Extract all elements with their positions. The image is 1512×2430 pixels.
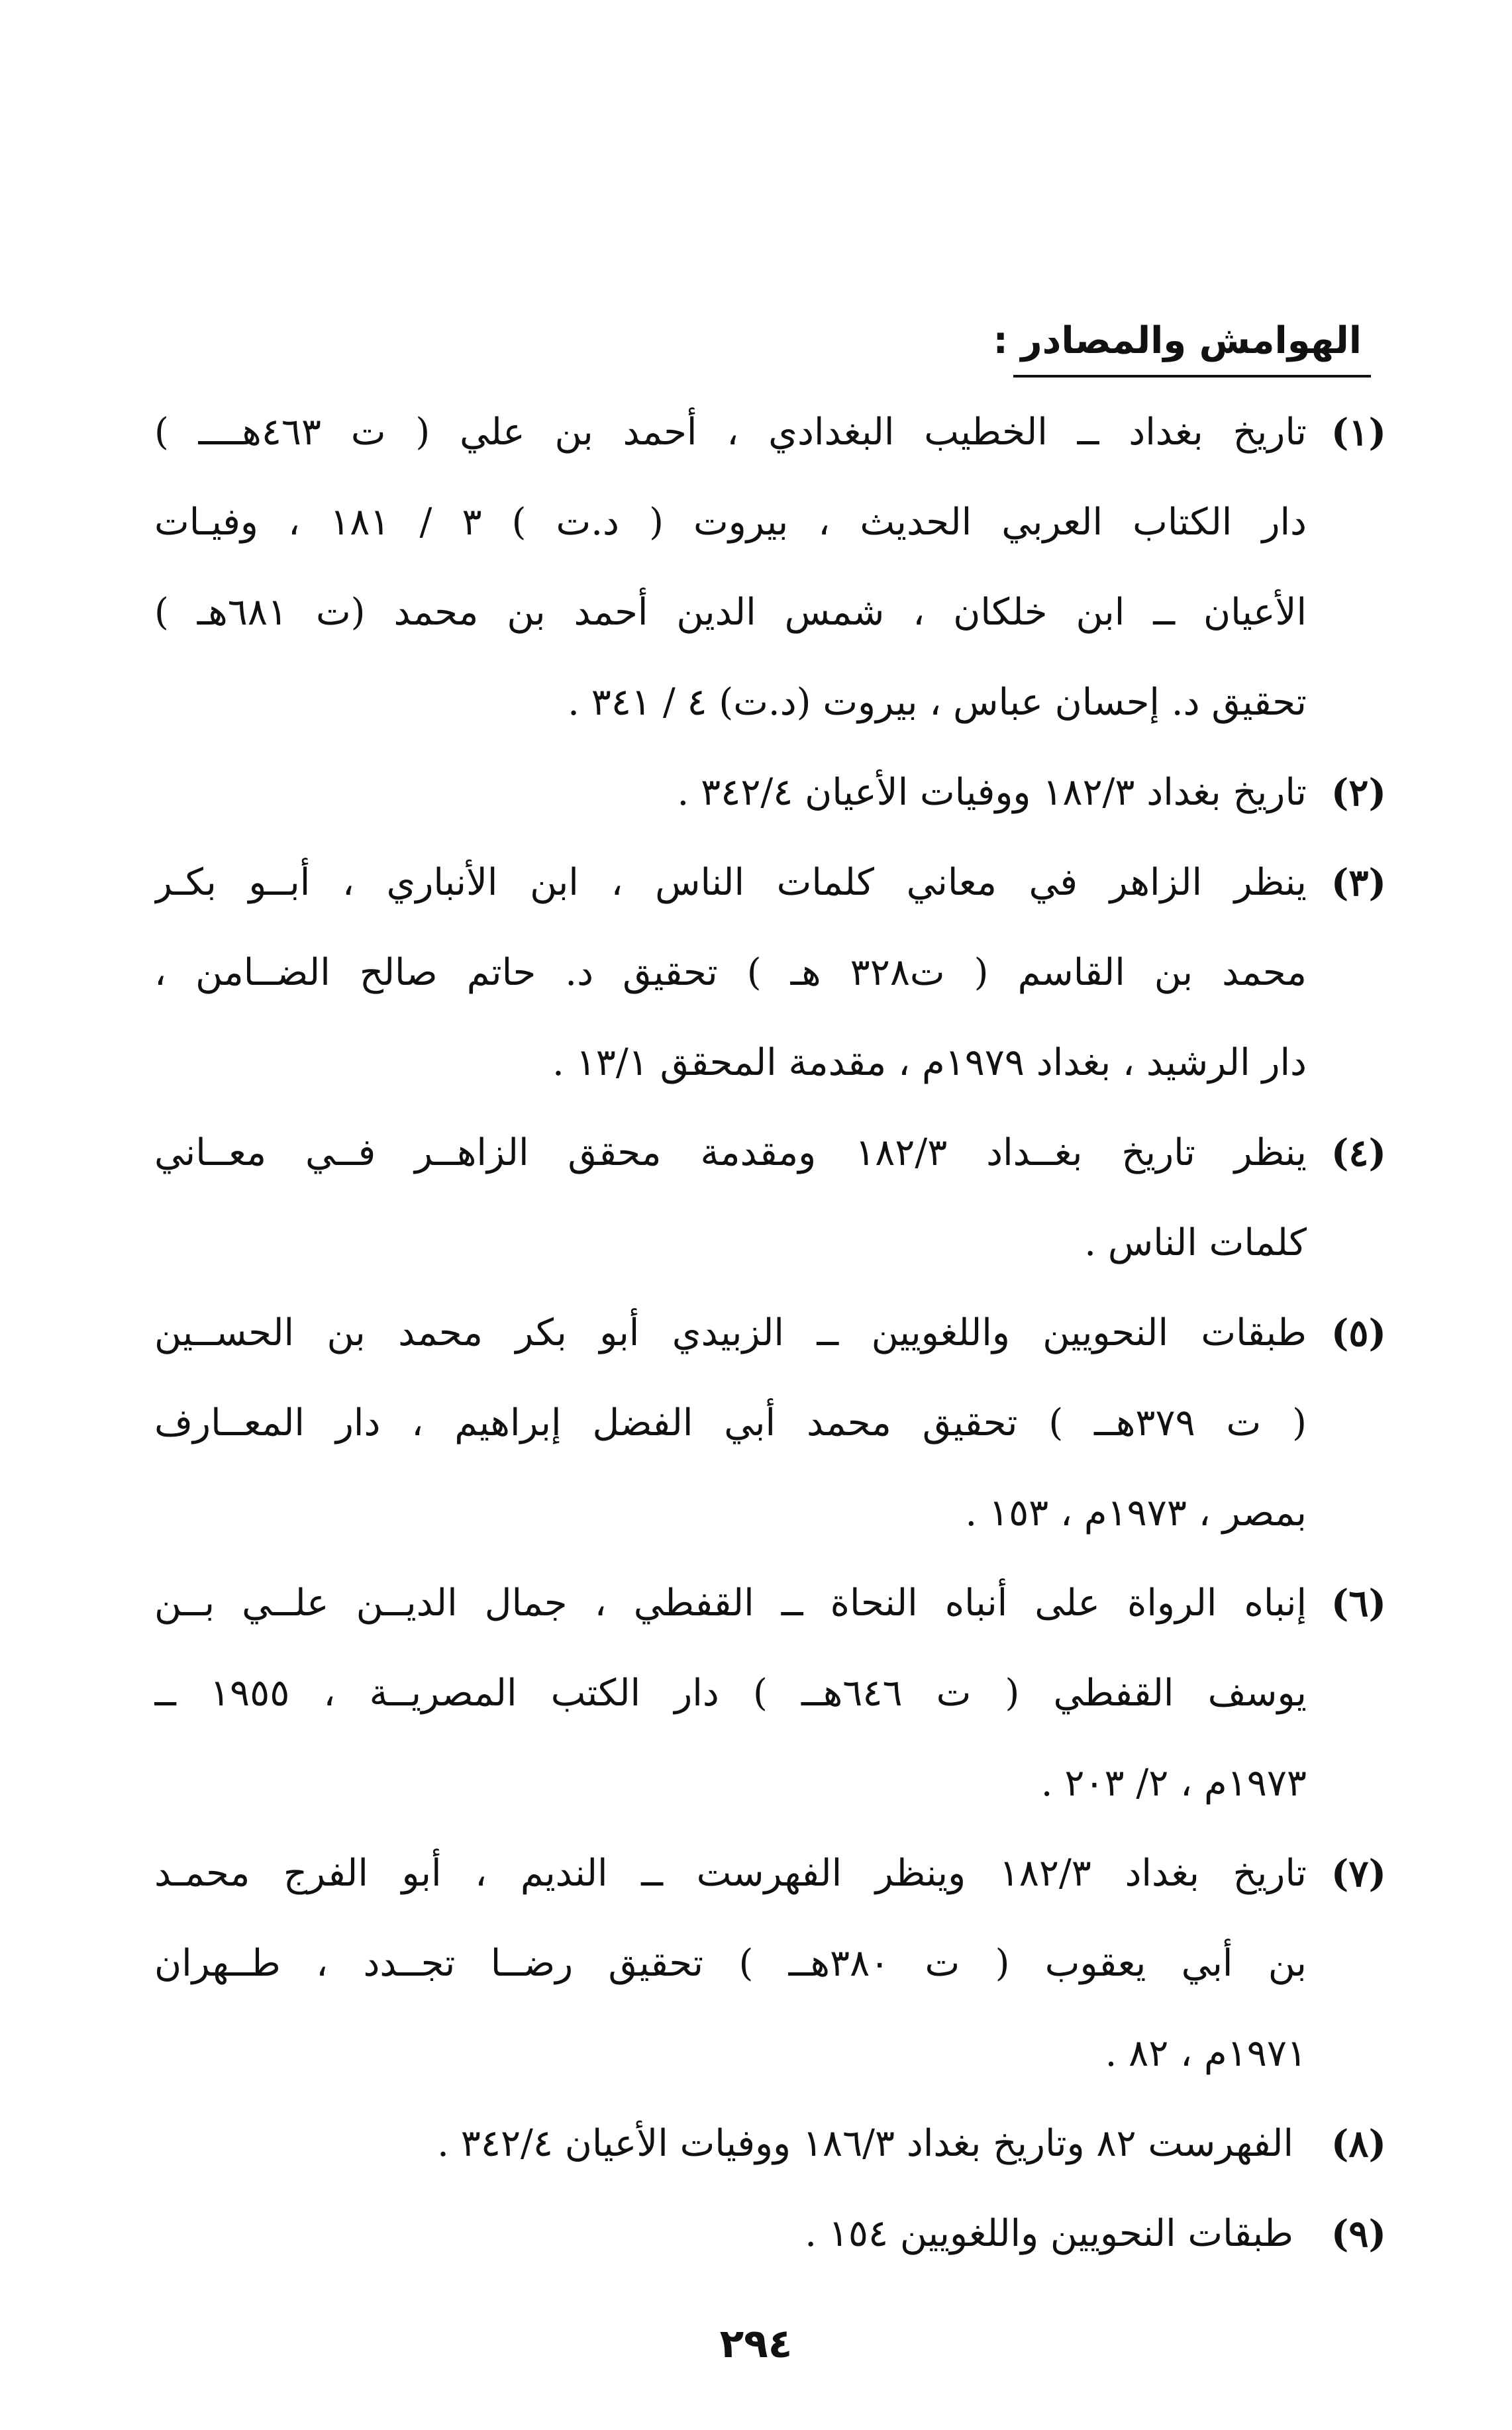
- footnote-line: ينظر الزاهر في معاني كلمات الناس ، ابن الأنباري ، أبــو بكـر: [154, 861, 1307, 904]
- footnote-number: (٤): [1331, 1131, 1386, 1175]
- footnote-8: [154, 2099, 1386, 2189]
- footnotes-list: [154, 387, 1386, 2279]
- heading-underline: [1013, 375, 1371, 378]
- footnote-number: (١): [1331, 411, 1386, 454]
- footnote-1: [154, 387, 1386, 748]
- footnote-9: [154, 2189, 1386, 2279]
- footnote-line: تاريخ بغداد ١٨٢/٣ وينظر الفهرست ــ النديم ، أبو الفرج محمـد: [154, 1852, 1307, 1895]
- page-number: ٢٩٤: [719, 2321, 793, 2367]
- footnote-number: (٧): [1331, 1852, 1386, 1896]
- footnote-line: الأعيان ــ ابن خلكان ، شمس الدين أحمد بن محمد (ت ٦٨١هـ ): [154, 591, 1307, 634]
- footnote-number: (٨): [1331, 2122, 1386, 2166]
- footnote-line: بمصر ، ١٩٧٣م ، ١٥٣ .: [965, 1492, 1307, 1535]
- footnote-number: (٣): [1331, 861, 1386, 905]
- section-heading: الهوامش والمصادر :: [993, 319, 1362, 362]
- footnote-line: طبقات النحويين واللغويين ــ الزبيدي أبو بكر محمد بن الحســين: [154, 1311, 1307, 1354]
- footnote-line: تحقيق د. إحسان عباس ، بيروت (د.ت) ٤ / ٣٤١ .: [568, 681, 1307, 724]
- footnote-line: تاريخ بغداد ١٨٢/٣ ووفيات الأعيان ٣٤٢/٤ .: [677, 771, 1307, 814]
- footnote-6: [154, 1558, 1386, 1829]
- footnote-number: (٦): [1331, 1582, 1386, 1625]
- footnote-2: [154, 748, 1386, 838]
- footnote-3: [154, 838, 1386, 1108]
- footnote-line: تاريخ بغداد ــ الخطيب البغدادي ، أحمد بن علي ( ت ٤٦٣هــــ ): [154, 411, 1307, 454]
- footnote-line: ١٩٧٣م ، ٢/ ٢٠٣ .: [1040, 1762, 1307, 1805]
- footnote-7: [154, 1829, 1386, 2099]
- footnote-line: إنباه الرواة على أنباه النحاة ــ القفطي ، جمال الديــن علــي بــن: [154, 1582, 1307, 1625]
- footnote-line: ١٩٧١م ، ٨٢ .: [1105, 2032, 1307, 2075]
- footnote-number: (٩): [1331, 2212, 1386, 2256]
- footnote-4: [154, 1108, 1386, 1288]
- footnote-line: دار الرشيد ، بغداد ١٩٧٩م ، مقدمة المحقق ١٣/١ .: [552, 1041, 1307, 1084]
- footnote-line: بن أبي يعقوب ( ت ٣٨٠هــ ) تحقيق رضــا تجــدد ، طــهران: [154, 1942, 1307, 1985]
- footnote-number: (٢): [1331, 771, 1386, 815]
- footnote-number: (٥): [1331, 1311, 1386, 1355]
- footnote-line: الفهرست ٨٢ وتاريخ بغداد ١٨٦/٣ ووفيات الأعيان ٣٤٢/٤ .: [437, 2122, 1293, 2165]
- footnote-line: محمد بن القاسم ( ت٣٢٨ هـ ) تحقيق د. حاتم صالح الضــامن ،: [154, 951, 1307, 994]
- footnote-line: ( ت ٣٧٩هــ ) تحقيق محمد أبي الفضل إبراهيم ، دار المعــارف: [154, 1401, 1307, 1444]
- footnote-line: طبقات النحويين واللغويين ١٥٤ .: [805, 2212, 1293, 2255]
- footnote-line: دار الكتاب العربي الحديث ، بيروت ( د.ت ) ٣ / ١٨١ ، وفيـات: [154, 501, 1307, 544]
- footnote-line: كلمات الناس .: [1084, 1221, 1307, 1264]
- footnote-line: ينظر تاريخ بغــداد ١٨٢/٣ ومقدمة محقق الزاهــر فــي معــاني: [154, 1131, 1307, 1174]
- footnote-5: [154, 1288, 1386, 1558]
- footnote-line: يوسف القفطي ( ت ٦٤٦هــ ) دار الكتب المصريــة ، ١٩٥٥ ــ: [154, 1672, 1307, 1715]
